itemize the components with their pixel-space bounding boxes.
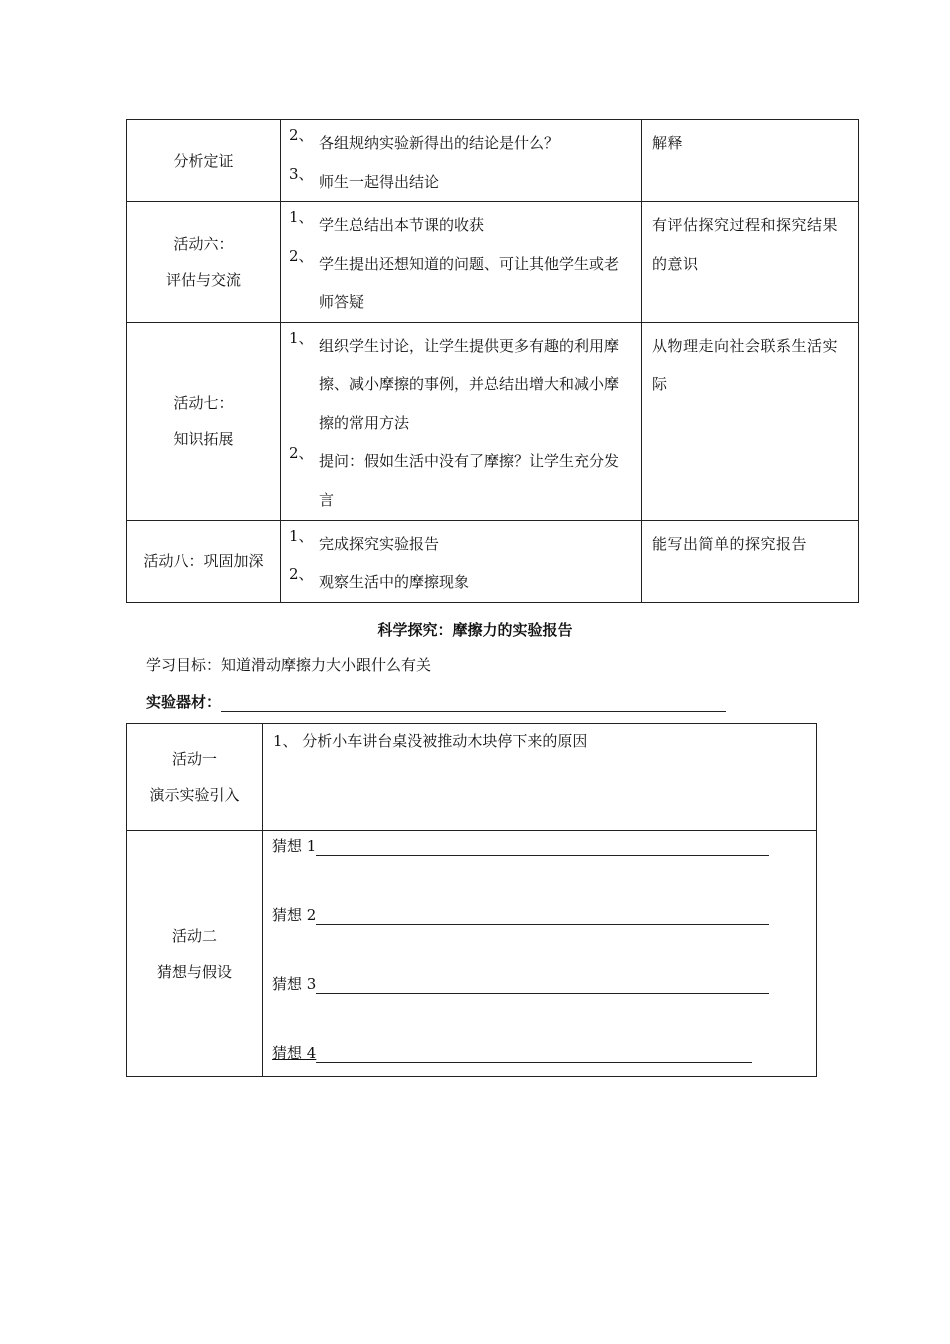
item-text: 学生提出还想知道的问题、可让其他学生或老师答疑 [319,254,620,311]
activity-label: 评估与交流 [165,270,241,289]
materials-blank[interactable] [221,693,726,712]
guess-label: 猜想 3 [272,975,317,993]
table-row [127,724,817,831]
guess-label: 猜想 1 [272,837,317,855]
guess-line-3 [272,973,769,994]
activity-label: 分析定证 [173,151,234,170]
activity-note-cell [642,120,859,202]
activity-note: 从物理走向社会联系生活实际 [652,336,839,393]
item-number: 2、 [289,565,314,583]
item-number: 1、 [289,526,314,545]
guess-line-1 [272,835,769,856]
activity-label: 知识拓展 [173,430,234,448]
table-row [127,202,859,323]
guess-blank[interactable] [316,837,769,856]
materials-line [146,691,726,712]
guess-blank[interactable] [316,1044,752,1063]
guess-line-4 [272,1042,752,1063]
table-row [127,831,817,1077]
activity-content-cell [281,202,642,323]
item-number: 1、 [289,208,314,226]
list-item [289,525,633,564]
activity-label: 活动八：巩固加深 [143,552,264,570]
activity-note-cell [642,322,859,520]
guess-line-2 [272,904,769,925]
activity-label: 活动七： [173,394,234,412]
activity-label-cell [127,520,281,602]
activity-label-cell [127,322,281,520]
table-row [127,120,859,202]
activity-label-cell [127,724,263,831]
guess-blank[interactable] [316,975,769,994]
list-item [289,327,633,443]
activity-label: 活动六： [173,234,234,253]
guess-label: 猜想 4 [272,1044,317,1062]
activity-note: 解释 [652,134,684,152]
learning-goal: 学习目标：知道滑动摩擦力大小跟什么有关 [146,656,432,674]
item-text: 各组规纳实验新得出的结论是什么？ [319,134,560,152]
list-item [289,245,633,322]
lesson-activity-table [126,119,859,603]
list-item [289,163,633,202]
guess-blank[interactable] [316,906,769,925]
guesses-cell [263,831,817,1077]
item-text: 学生总结出本节课的收获 [319,216,485,234]
materials-label: 实验器材： [146,693,222,711]
list-item [289,563,633,602]
table-row [127,520,859,602]
activity-label: 猜想与假设 [156,962,232,981]
activity-label: 活动二 [171,926,217,945]
table-row [127,322,859,520]
activity-note: 有评估探究过程和探究结果的意识 [652,216,839,273]
item-number: 2、 [289,444,314,462]
item-number: 2、 [289,126,314,144]
item-text: 观察生活中的摩擦现象 [319,573,470,591]
item-text: 组织学生讨论，让学生提供更多有趣的利用摩擦、减小摩擦的事例，并总结出增大和减小摩擦的常用方法 [319,336,620,432]
activity-content-cell [281,120,642,202]
activity-label: 演示实验引入 [149,786,240,804]
list-item [289,442,633,519]
guess-label: 猜想 2 [272,906,317,924]
activity-label-cell [127,831,263,1077]
item-number: 1、 [289,328,314,347]
report-table [126,723,817,1077]
activity-label: 活动一 [171,750,217,768]
list-item [289,206,633,245]
activity-content-cell [263,724,817,831]
activity-label-cell [127,120,281,202]
activity-label-cell [127,202,281,323]
item-text: 完成探究实验报告 [319,534,440,553]
activity-note-cell [642,520,859,602]
item-text: 提问：假如生活中没有了摩擦？让学生充分发言 [319,452,620,509]
activity-note-cell [642,202,859,323]
activity-content-cell [281,520,642,602]
demo-question: 1、 分析小车讲台桌没被推动木块停下来的原因 [273,732,588,750]
activity-note: 能写出简单的探究报告 [652,534,808,553]
item-text: 师生一起得出结论 [319,172,440,191]
report-title: 科学探究：摩擦力的实验报告 [377,621,573,639]
item-number: 2、 [289,246,314,265]
list-item [289,124,633,163]
item-number: 3、 [289,164,314,183]
activity-content-cell [281,322,642,520]
